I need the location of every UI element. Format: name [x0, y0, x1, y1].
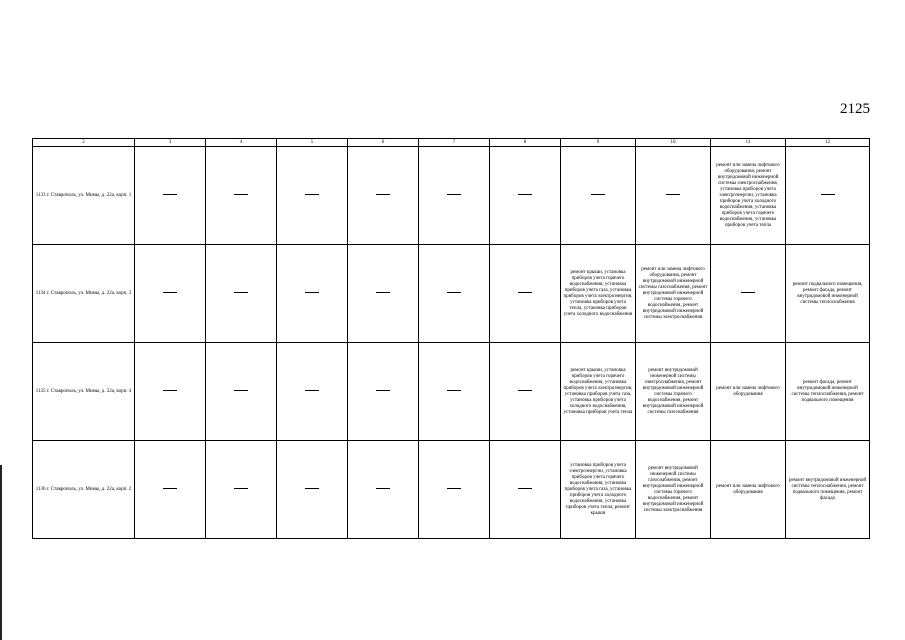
- empty-cell: [135, 343, 206, 441]
- column-number-row: [33, 139, 870, 147]
- works-cell: ремонт или замена лифтового оборудования: [711, 343, 786, 441]
- table-row: [33, 441, 870, 539]
- dash-mark: [163, 292, 177, 293]
- works-cell: ремонт или замена лифтового оборудования, ремонт внутридомовой инженерной системы электроснабжения, установка приборов учета электроэнергии, установка приборов учета холодного водоснабжения, установка приборов учета горячего водоснабжения, установка приборов учета тепла: [711, 147, 786, 245]
- address-cell: [33, 147, 135, 245]
- dash-mark: [234, 488, 248, 489]
- column-header: 8: [490, 139, 561, 147]
- works-cell: ремонт крыши, установка приборов учета горячего водоснабжения, установка приборов учета газа, установка приборов учета электроэнергии, установка приборов учета тепла, установка приборов учета холодного водоснабжения: [561, 245, 636, 343]
- empty-cell: [135, 441, 206, 539]
- dash-mark: [163, 390, 177, 391]
- empty-cell: [490, 343, 561, 441]
- dash-mark: [234, 194, 248, 195]
- dash-mark: [447, 488, 461, 489]
- dash-mark: [518, 488, 532, 489]
- dash-mark: [591, 194, 605, 195]
- dash-mark: [376, 390, 390, 391]
- dash-mark: [447, 292, 461, 293]
- address-text: г. Ставрополь, ул. Мимы, д. 22а, корп. 4: [46, 388, 132, 394]
- register-table: [32, 138, 870, 539]
- empty-cell: [419, 441, 490, 539]
- works-cell: ремонт фасада, ремонт внутридомовой инженерной системы теплоснабжения, ремонт подвального помещения: [786, 343, 870, 441]
- address-cell: [33, 245, 135, 343]
- address-text: г. Ставрополь, ул. Мимы, д. 22а, корп. 1: [46, 192, 132, 198]
- empty-cell: [348, 343, 419, 441]
- empty-cell: [206, 441, 277, 539]
- works-cell: ремонт подвального помещения, ремонт фасада, ремонт внутридомовой инженерной системы теплоснабжения: [786, 245, 870, 343]
- row-number: 1136: [35, 486, 46, 492]
- dash-mark: [821, 194, 835, 195]
- dash-mark: [305, 292, 319, 293]
- dash-mark: [163, 488, 177, 489]
- dash-mark: [376, 194, 390, 195]
- empty-cell: [277, 147, 348, 245]
- column-header: 4: [206, 139, 277, 147]
- empty-cell: [277, 245, 348, 343]
- dash-mark: [376, 292, 390, 293]
- dash-mark: [163, 194, 177, 195]
- dash-mark: [305, 390, 319, 391]
- column-header: 10: [636, 139, 711, 147]
- dash-mark: [447, 390, 461, 391]
- dash-mark: [518, 390, 532, 391]
- page-number: 2125: [840, 101, 870, 117]
- empty-cell: [206, 147, 277, 245]
- dash-mark: [518, 194, 532, 195]
- address-cell: [33, 343, 135, 441]
- empty-cell: [711, 245, 786, 343]
- dash-mark: [741, 292, 755, 293]
- address-text: г. Ставрополь, ул. Мимы, д. 22а, корп. 2: [46, 486, 132, 492]
- works-cell: ремонт или замена лифтового оборудования: [711, 441, 786, 539]
- column-header: 5: [277, 139, 348, 147]
- empty-cell: [348, 441, 419, 539]
- empty-cell: [419, 245, 490, 343]
- works-cell: ремонт внутридомовой инженерной системы газоснабжения, ремонт внутридомовой инженерной системы горячего водоснабжения, ремонт внутридомовой инженерной системы электроснабжения: [636, 441, 711, 539]
- row-number: 1135: [35, 388, 46, 394]
- empty-cell: [277, 343, 348, 441]
- empty-cell: [490, 245, 561, 343]
- empty-cell: [490, 147, 561, 245]
- works-cell: ремонт или замена лифтового оборудования, ремонт внутридомовой инженерной системы газоснабжения, ремонт внутридомовой инженерной системы горячего водоснабжения, ремонт внутридомовой инженерной системы электроснабжения: [636, 245, 711, 343]
- scan-edge-line: [0, 465, 2, 640]
- dash-mark: [518, 292, 532, 293]
- empty-cell: [419, 343, 490, 441]
- dash-mark: [234, 292, 248, 293]
- empty-cell: [490, 441, 561, 539]
- empty-cell: [786, 147, 870, 245]
- column-header: 11: [711, 139, 786, 147]
- works-cell: ремонт крыши, установка приборов учета горячего водоснабжения, установка приборов учета электроэнергии, установка приборов учета газа, установка приборов учета холодного водоснабжения, установка приборов учета тепла: [561, 343, 636, 441]
- column-header: 9: [561, 139, 636, 147]
- column-header: 7: [419, 139, 490, 147]
- column-header: 3: [135, 139, 206, 147]
- column-header: 2: [33, 139, 135, 147]
- empty-cell: [135, 147, 206, 245]
- table-row: [33, 147, 870, 245]
- table-row: [33, 343, 870, 441]
- row-number: 1133: [35, 192, 46, 198]
- column-header: 6: [348, 139, 419, 147]
- empty-cell: [348, 147, 419, 245]
- row-number: 1134: [35, 290, 46, 296]
- column-header: 12: [786, 139, 870, 147]
- dash-mark: [666, 194, 680, 195]
- empty-cell: [348, 245, 419, 343]
- dash-mark: [305, 488, 319, 489]
- works-cell: ремонт внутридомовой инженерной системы электроснабжения, ремонт внутридомовой инженерной системы горячего водоснабжения, ремонт внутридомовой инженерной системы газоснабжения: [636, 343, 711, 441]
- dash-mark: [305, 194, 319, 195]
- address-text: г. Ставрополь, ул. Мимы, д. 22а, корп. 3: [46, 290, 132, 296]
- dash-mark: [447, 194, 461, 195]
- empty-cell: [419, 147, 490, 245]
- empty-cell: [561, 147, 636, 245]
- table-row: [33, 245, 870, 343]
- dash-mark: [234, 390, 248, 391]
- address-cell: [33, 441, 135, 539]
- empty-cell: [135, 245, 206, 343]
- empty-cell: [636, 147, 711, 245]
- empty-cell: [277, 441, 348, 539]
- empty-cell: [206, 343, 277, 441]
- empty-cell: [206, 245, 277, 343]
- dash-mark: [376, 488, 390, 489]
- works-cell: установка приборов учета электроэнергии, установка приборов учета горячего водоснабжения, установка приборов учета газа, установка приборов учета холодного водоснабжения, установка приборов учета тепла, ремонт крыши: [561, 441, 636, 539]
- works-cell: ремонт внутридомовой инженерной системы теплоснабжения, ремонт подвального помещения, ремонт фасада: [786, 441, 870, 539]
